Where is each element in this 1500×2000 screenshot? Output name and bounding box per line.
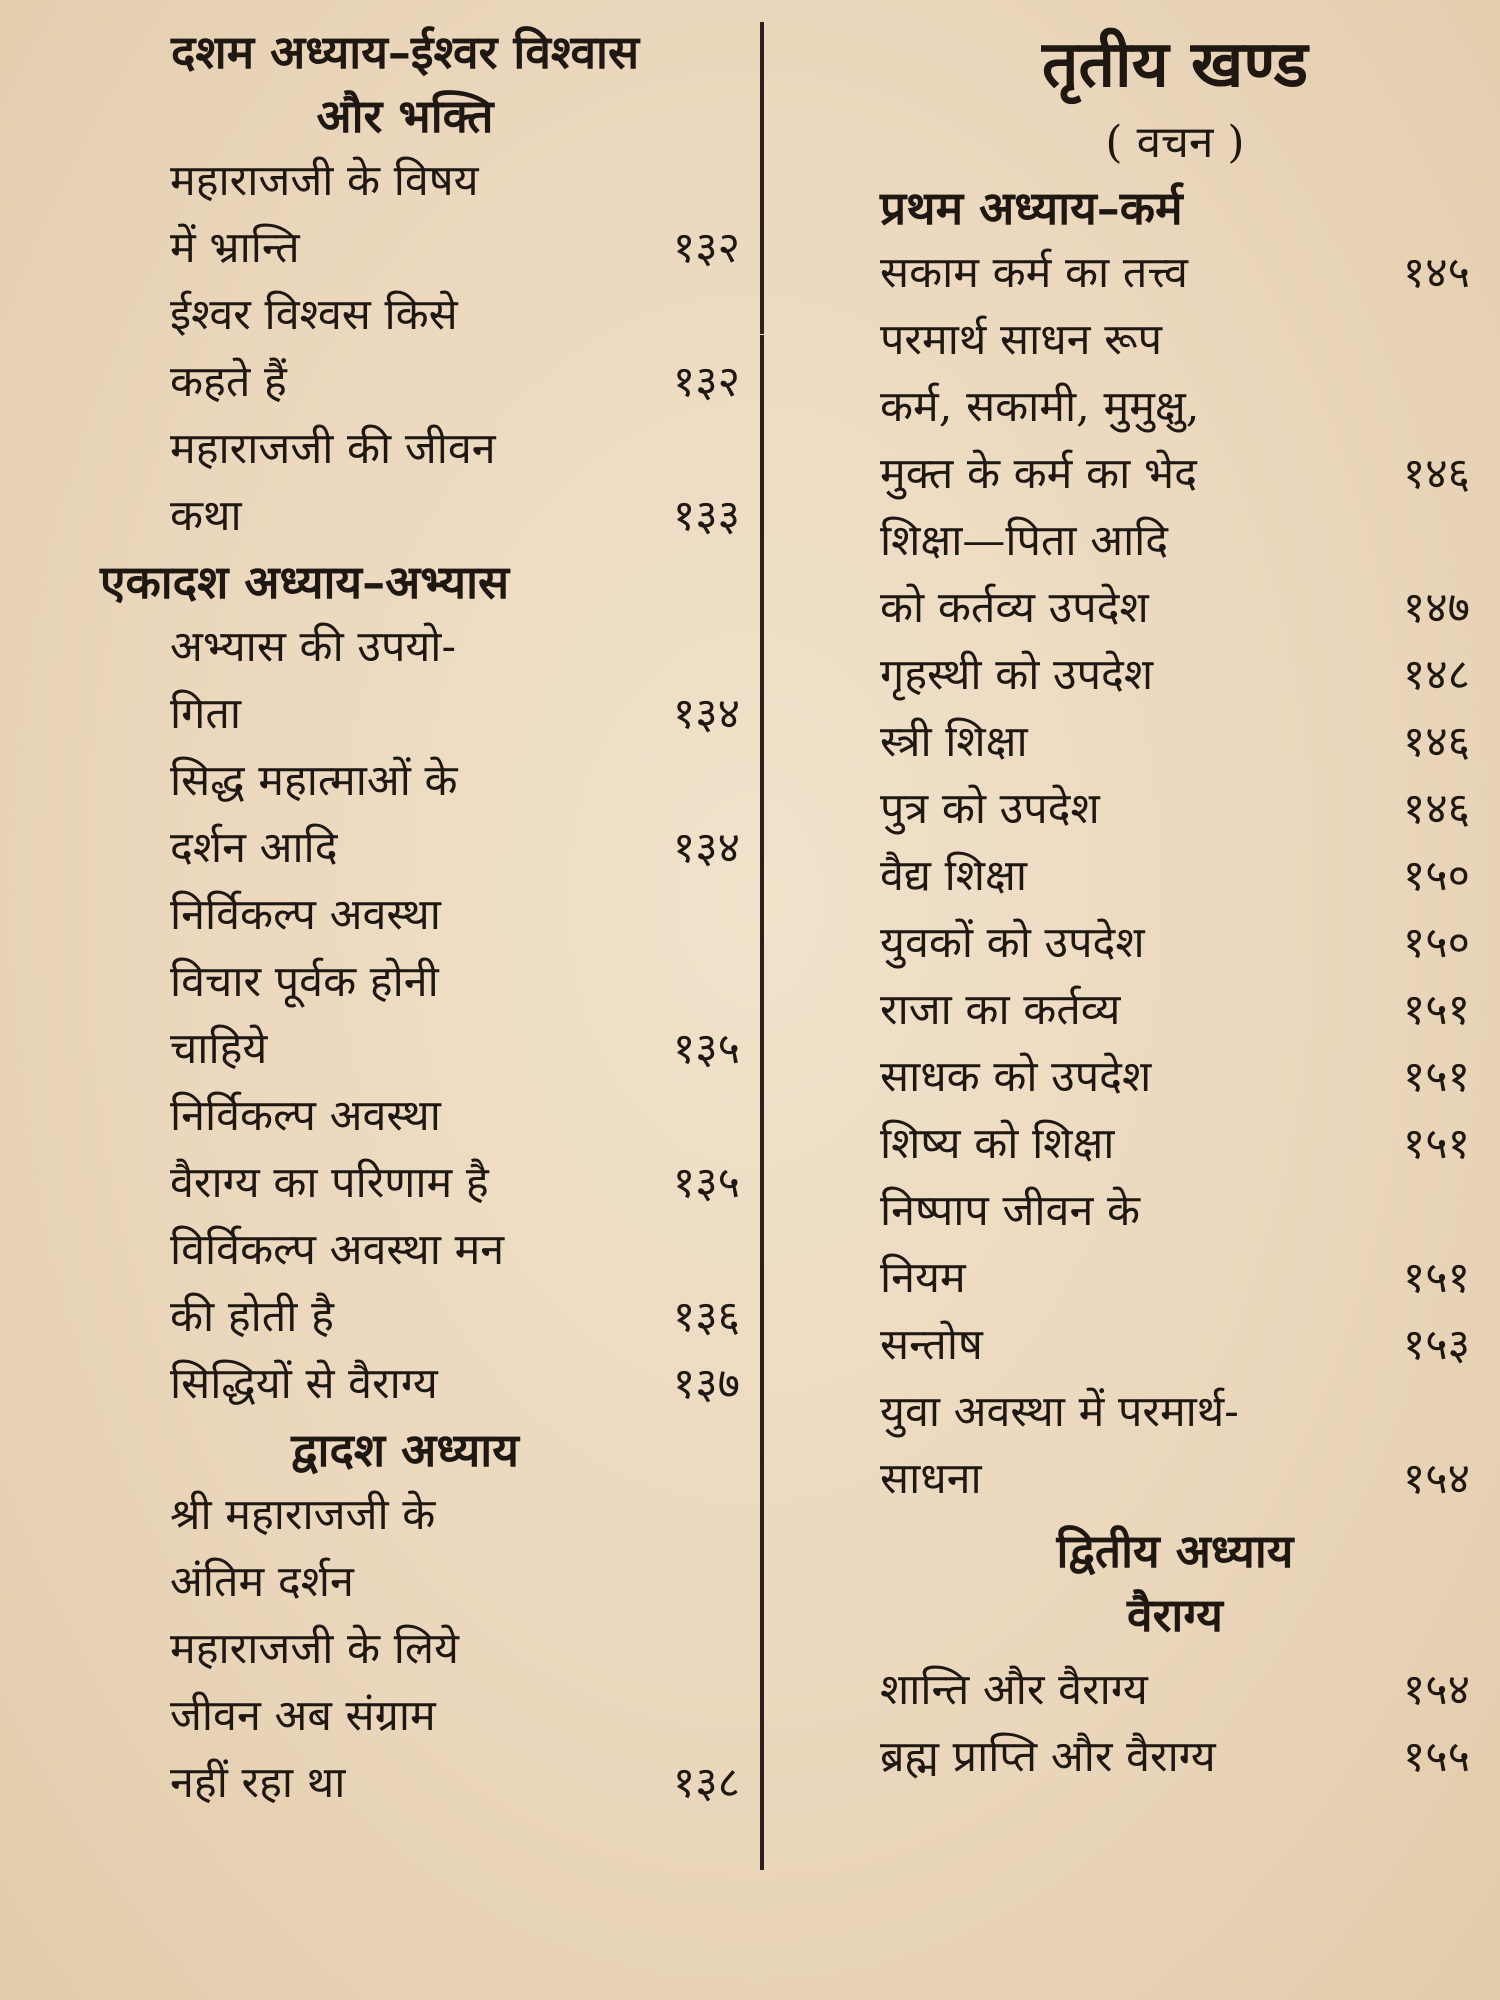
toc-entry-text: की होती है (170, 1292, 334, 1342)
toc-entry (880, 910, 1470, 977)
toc-entry-text: जीवन अब संग्राम (170, 1691, 436, 1741)
toc-entry-line (170, 1284, 740, 1351)
toc-entry (880, 307, 1470, 508)
toc-entry-line (170, 1616, 740, 1683)
toc-entry-text: परमार्थ साधन रूप (880, 315, 1163, 365)
chapter-heading-1: प्रथम अध्याय–कर्म (880, 181, 1183, 235)
toc-entry-line (170, 416, 740, 483)
toc-entry (880, 709, 1470, 776)
section-title: तृतीय खण्ड (1042, 27, 1308, 102)
toc-entry (880, 642, 1470, 709)
toc-entry-text: विचार पूर्वक होनी (170, 957, 439, 1007)
toc-entry-text: पुत्र को उपदेश (880, 784, 1100, 834)
page-number: १४६ (1402, 449, 1470, 499)
toc-entry-line (170, 614, 740, 681)
toc-entry-line (170, 215, 740, 282)
page-number: १५४ (1402, 1665, 1470, 1715)
toc-entry-line (170, 681, 740, 748)
toc-entry (880, 508, 1470, 642)
toc-entry-text: श्री महाराजजी के (170, 1490, 436, 1540)
toc-entry (70, 282, 740, 416)
toc-entry-line (170, 1351, 740, 1418)
toc-entry-text: नहीं रहा था (170, 1758, 346, 1808)
toc-entry-text: अभ्यास की उपयो- (170, 622, 456, 672)
toc-entry-text: नियम (880, 1253, 966, 1303)
chapter-heading-11: एकादश अध्याय–अभ्यास (100, 555, 510, 609)
page-number: १४६ (1402, 717, 1470, 767)
toc-entry-line (170, 815, 740, 882)
toc-entry-line (880, 1111, 1470, 1178)
page-number: १३६ (672, 1292, 740, 1342)
chapter-12-entries (70, 1482, 740, 1817)
page-number: १४५ (1402, 248, 1470, 298)
toc-entry-text: सकाम कर्म का तत्त्व (880, 248, 1188, 298)
toc-entry-text: युवकों को उपदेश (880, 918, 1145, 968)
chapter-2-entries (880, 1657, 1470, 1791)
page-number: १३४ (672, 689, 740, 739)
toc-entry-line (880, 240, 1470, 307)
toc-entry (880, 1178, 1470, 1312)
toc-entry-line (170, 1083, 740, 1150)
toc-entry-text: वैराग्य का परिणाम है (170, 1158, 489, 1208)
toc-entry-text: सिद्धियों से वैराग्य (170, 1359, 438, 1409)
page-number: १३२ (672, 357, 740, 407)
toc-entry-line (880, 1446, 1470, 1513)
left-column (70, 20, 740, 1817)
chapter-heading-10: दशम अध्याय–ईश्वर विश्वास (170, 25, 640, 79)
toc-entry-line (170, 1683, 740, 1750)
page-number: १५० (1402, 851, 1470, 901)
toc-entry-text: निर्विकल्प अवस्था (170, 1091, 441, 1141)
toc-entry-text: निष्पाप जीवन के (880, 1186, 1141, 1236)
toc-entry-line (880, 1178, 1470, 1245)
toc-entry-line (880, 441, 1470, 508)
toc-entry-line (880, 776, 1470, 843)
toc-entry-text: गृहस्थी को उपदेश (880, 650, 1154, 700)
page-number: १३५ (672, 1024, 740, 1074)
toc-entry-text: युवा अवस्था में परमार्थ- (880, 1387, 1239, 1437)
toc-entry (70, 614, 740, 748)
toc-entry-line (880, 709, 1470, 776)
toc-entry-line (880, 843, 1470, 910)
toc-entry-text: ईश्वर विश्वस किसे (170, 290, 458, 340)
toc-entry-text: चाहिये (170, 1024, 268, 1074)
page-number: १३५ (672, 1158, 740, 1208)
toc-entry (70, 1482, 740, 1616)
toc-entry-line (170, 1549, 740, 1616)
toc-entry (880, 843, 1470, 910)
toc-entry-line (880, 307, 1470, 374)
toc-entry-line (880, 374, 1470, 441)
page-number: १५५ (1402, 1732, 1470, 1782)
toc-entry (70, 882, 740, 1083)
toc-entry-text: विर्विकल्प अवस्था मन (170, 1225, 505, 1275)
chapter-heading-12: द्वादश अध्याय (291, 1423, 519, 1477)
toc-entry (880, 977, 1470, 1044)
toc-entry-line (170, 1750, 740, 1817)
chapter-1-entries (880, 240, 1470, 1513)
page-number: १३७ (672, 1359, 740, 1409)
toc-entry (880, 1724, 1470, 1791)
toc-entry (70, 1083, 740, 1217)
toc-entry-line (170, 1016, 740, 1083)
toc-entry-text: साधना (880, 1454, 982, 1504)
toc-entry-line (170, 148, 740, 215)
page-number: १३८ (672, 1758, 740, 1808)
toc-entry-line (170, 349, 740, 416)
toc-entry-text: गिता (170, 689, 241, 739)
toc-entry-text: कथा (170, 491, 242, 541)
toc-entry-text: सिद्ध महात्माओं के (170, 756, 458, 806)
page-number: १५१ (1402, 1119, 1470, 1169)
toc-entry-text: महाराजजी की जीवन (170, 424, 496, 474)
page-number: १३२ (672, 223, 740, 273)
page-number: १३४ (672, 823, 740, 873)
toc-entry-line (170, 1482, 740, 1549)
toc-entry-line (170, 748, 740, 815)
toc-entry (880, 1312, 1470, 1379)
right-column (880, 20, 1470, 1791)
toc-entry (880, 1111, 1470, 1178)
toc-entry (70, 1217, 740, 1351)
toc-entry (70, 416, 740, 550)
toc-entry (880, 776, 1470, 843)
toc-entry (70, 1351, 740, 1418)
toc-entry-text: कहते हैं (170, 357, 287, 407)
toc-entry-text: कर्म, सकामी, मुमुक्षु, (880, 382, 1200, 432)
toc-entry-line (880, 1312, 1470, 1379)
toc-entry-line (880, 910, 1470, 977)
toc-entry (70, 748, 740, 882)
page-number: १३३ (672, 491, 740, 541)
toc-entry-text: साधक को उपदेश (880, 1052, 1152, 1102)
toc-entry-line (880, 575, 1470, 642)
chapter-10-entries (70, 148, 740, 550)
toc-entry-text: निर्विकल्प अवस्था (170, 890, 441, 940)
toc-entry (880, 1379, 1470, 1513)
toc-entry-line (170, 949, 740, 1016)
toc-entry-line (880, 642, 1470, 709)
toc-entry-text: मुक्त के कर्म का भेद (880, 449, 1197, 499)
toc-entry-line (170, 282, 740, 349)
toc-entry (880, 1044, 1470, 1111)
toc-entry-line (880, 1724, 1470, 1791)
toc-entry-text: महाराजजी के लिये (170, 1624, 459, 1674)
toc-entry (70, 1616, 740, 1817)
toc-entry-line (880, 977, 1470, 1044)
toc-entry-text: को कर्तव्य उपदेश (880, 583, 1149, 633)
toc-entry-text: शिक्षा—पिता आदि (880, 516, 1169, 566)
page-number: १४६ (1402, 784, 1470, 834)
toc-entry (70, 148, 740, 282)
chapter-heading-2: द्वितीय अध्याय (1056, 1524, 1294, 1578)
toc-entry-text: अंतिम दर्शन (170, 1557, 354, 1607)
toc-entry-text: में भ्रान्ति (170, 223, 300, 273)
page-number: १५१ (1402, 1052, 1470, 1102)
page-number: १५१ (1402, 985, 1470, 1035)
page-number: १४८ (1402, 650, 1470, 700)
page-number: १५४ (1402, 1454, 1470, 1504)
toc-entry (880, 1657, 1470, 1724)
page-number: १४७ (1402, 583, 1470, 633)
toc-entry-line (170, 1217, 740, 1284)
toc-entry-text: स्त्री शिक्षा (880, 717, 1028, 767)
toc-entry-line (170, 483, 740, 550)
toc-entry-text: ब्रह्म प्राप्ति और वैराग्य (880, 1732, 1216, 1782)
page-number: १५१ (1402, 1253, 1470, 1303)
toc-entry-text: महाराजजी के विषय (170, 156, 479, 206)
toc-entry-line (170, 882, 740, 949)
toc-entry-text: दर्शन आदि (170, 823, 338, 873)
column-divider (760, 335, 764, 1870)
toc-entry-line (170, 1150, 740, 1217)
toc-entry-line (880, 1044, 1470, 1111)
chapter-heading-2-cont: वैराग्य (1127, 1588, 1223, 1642)
toc-entry-text: वैद्य शिक्षा (880, 851, 1028, 901)
toc-entry-text: सन्तोष (880, 1320, 983, 1370)
toc-entry-line (880, 1657, 1470, 1724)
chapter-11-entries (70, 614, 740, 1418)
page-number: १५० (1402, 918, 1470, 968)
toc-entry (880, 240, 1470, 307)
toc-entry-text: शान्ति और वैराग्य (880, 1665, 1148, 1715)
chapter-heading-10-cont: और भक्ति (316, 89, 494, 143)
page-number: १५३ (1402, 1320, 1470, 1370)
toc-entry-line (880, 508, 1470, 575)
toc-entry-text: राजा का कर्तव्य (880, 985, 1121, 1035)
toc-entry-line (880, 1379, 1470, 1446)
toc-entry-text: शिष्य को शिक्षा (880, 1119, 1115, 1169)
section-subtitle: ( वचन ) (1105, 117, 1245, 168)
column-divider (760, 22, 764, 334)
toc-entry-line (880, 1245, 1470, 1312)
